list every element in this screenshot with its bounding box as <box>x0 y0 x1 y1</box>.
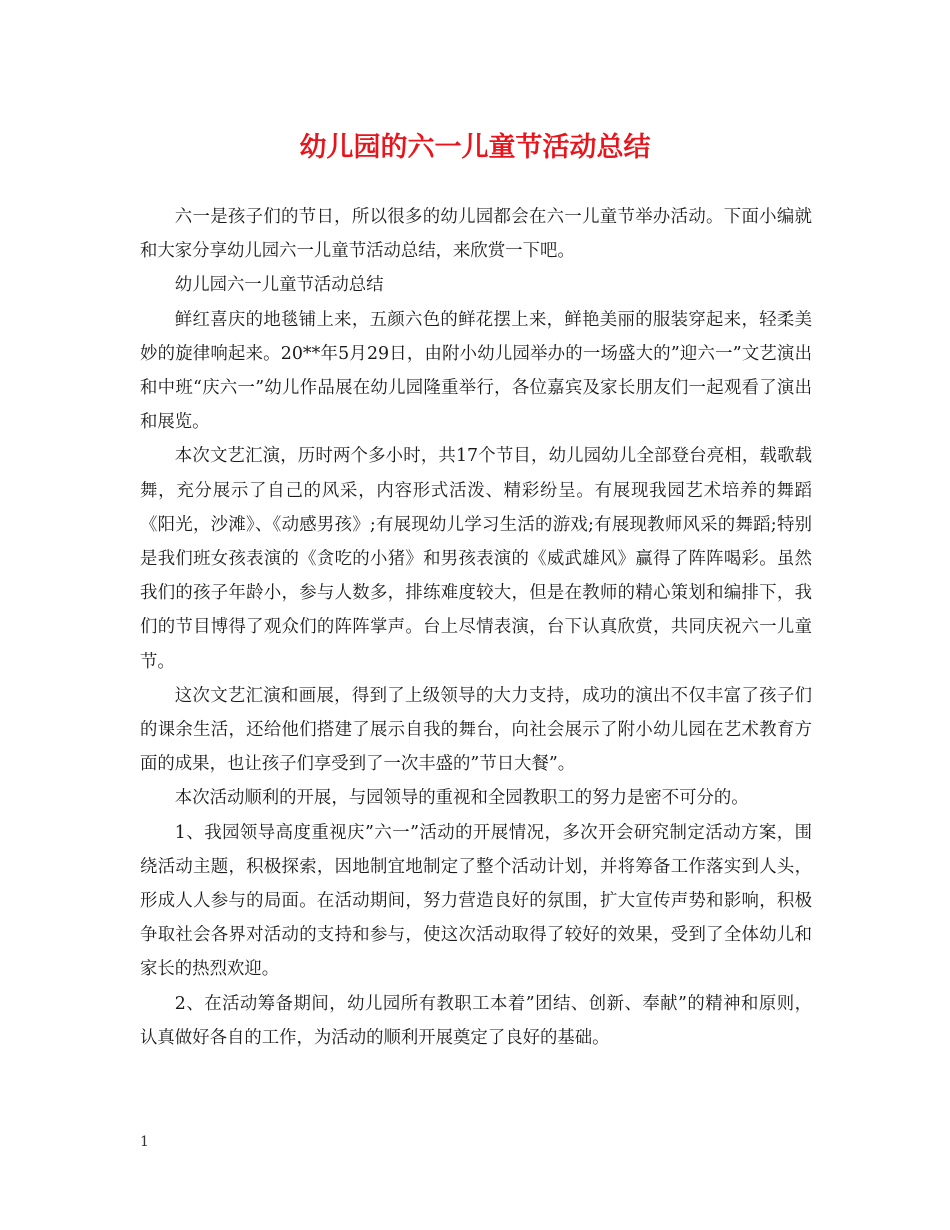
paragraph-intro: 六一是孩子们的节日，所以很多的幼儿园都会在六一儿童节举办活动。下面小编就和大家分享幼儿园六一儿童节活动总结，来欣赏一下吧。 <box>140 207 812 262</box>
paragraph-support: 这次文艺汇演和画展，得到了上级领导的大力支持，成功的演出不仅丰富了孩子们的课余生活，还给他们搭建了展示自我的舞台，向社会展示了附小幼儿园在艺术教育方面的成果，也让孩子们享受到了一次丰盛的”节日大餐”。 <box>140 685 812 775</box>
paragraph-point-2: 2、在活动筹备期间，幼儿园所有教职工本着”团结、创新、奉献”的精神和原则，认真做好各自的工作，为活动的顺利开展奠定了良好的基础。 <box>140 993 812 1048</box>
paragraph-point-1: 1、我园领导高度重视庆”六一”活动的开展情况，多次开会研究制定活动方案，围绕活动主题，积极探索，因地制宜地制定了整个活动计划，并将筹备工作落实到人头，形成人人参与的局面。在活动期间，努力营造良好的氛围，扩大宣传声势和影响，积极争取社会各界对活动的支持和参与，使这次活动取得了较好的效果，受到了全体幼儿和家长的热烈欢迎。 <box>140 822 812 980</box>
paragraph-performance: 本次文艺汇演，历时两个多小时，共17个节目，幼儿园幼儿全部登台亮相，载歌载舞，充分展示了自己的风采，内容形式活泼、精彩纷呈。有展现我园艺术培养的舞蹈《阳光，沙滩》、《动感男孩》;有展现幼儿学习生活的游戏;有展现教师风采的舞蹈;特别是我们班女孩表演的《贪吃的小猪》和男孩表演的《威武雄风》赢得了阵阵喝彩。虽然我们的孩子年龄小，参与人数多，排练难度较大，但是在教师的精心策划和编排下，我们的节目博得了观众们的阵阵掌声。台上尽情表演，台下认真欣赏，共同庆祝六一儿童节。 <box>140 446 812 672</box>
page-number: 1 <box>140 1134 149 1150</box>
paragraph-opening: 鲜红喜庆的地毯铺上来，五颜六色的鲜花摆上来，鲜艳美丽的服装穿起来，轻柔美妙的旋律响起来。20**年5月29日，由附小幼儿园举办的一场盛大的”迎六一”文艺演出和中班“庆六一”幼儿作品展在幼儿园隆重举行，各位嘉宾及家长朋友们一起观看了演出和展览。 <box>140 309 812 433</box>
document-body <box>140 200 812 1055</box>
paragraph-subtitle: 幼儿园六一儿童节活动总结 <box>174 275 384 296</box>
paragraph-transition: 本次活动顺利的开展，与园领导的重视和全园教职工的努力是密不可分的。 <box>174 788 749 809</box>
document-title: 幼儿园的六一儿童节活动总结 <box>299 132 651 163</box>
